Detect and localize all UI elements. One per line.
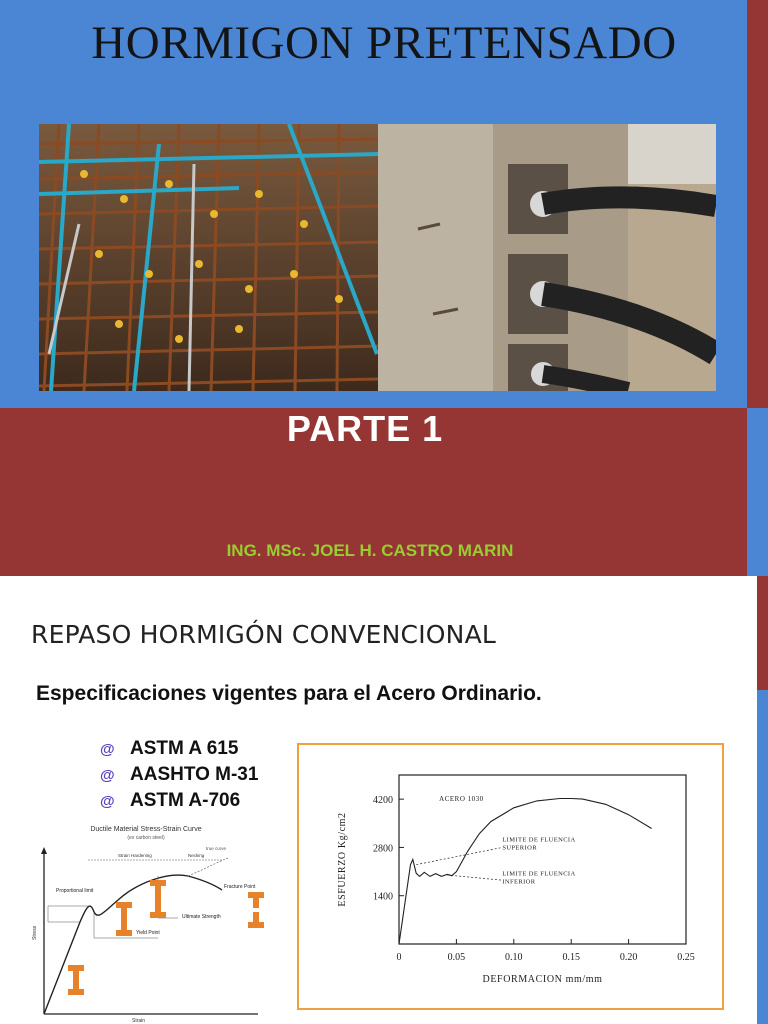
yield-point-label: Yield Point: [136, 930, 160, 936]
x-tick-label: 0.10: [505, 952, 523, 963]
x-axis-label: DEFORMACION mm/mm: [482, 974, 603, 985]
section-title: REPASO HORMIGÓN CONVENCIONAL: [31, 620, 496, 649]
y-axis-arrow-icon: [41, 847, 47, 854]
spec-text: ASTM A-706: [130, 790, 241, 811]
section-subtitle: Especificaciones vigentes para el Acero Ordinario.: [36, 682, 542, 705]
spec-list: [100, 736, 258, 814]
upper-yield-annotation: LIMITE DE FLUENCIA: [502, 836, 576, 844]
figure-subtitle: (ex carbon steel): [127, 835, 165, 841]
true-curve-label: true curve: [206, 846, 227, 851]
ductile-stress-strain-figure: [28, 820, 264, 1024]
ultimate-strength-label: Ultimate Strength: [182, 914, 221, 920]
spec-text: ASTM A 615: [130, 738, 239, 759]
upper-yield-pointer: [416, 847, 502, 864]
part-label: PARTE 1: [286, 408, 444, 449]
spec-item: [100, 762, 258, 788]
x-tick-label: 0.25: [677, 952, 695, 963]
specimen-icon: [150, 880, 166, 918]
upper-yield-annotation: SUPERIOR: [502, 844, 537, 852]
slide-title: HORMIGON PRETENSADO: [91, 17, 677, 69]
x-tick-label: 0: [396, 952, 402, 963]
lower-yield-annotation: INFERIOR: [502, 878, 536, 886]
spec-text: AASHTO M-31: [130, 764, 259, 785]
spec-item: [100, 788, 258, 814]
content-slide: [0, 576, 768, 1024]
x-tick-label: 0.05: [447, 952, 466, 963]
y-tick-label: 2800: [373, 843, 393, 855]
specimen-icon: [248, 892, 264, 928]
y-tick-label: 1400: [373, 891, 393, 903]
specimen-icons: [68, 880, 264, 995]
y-axis-label: ESFUERZO Kg/cm2: [337, 812, 348, 907]
lower-yield-pointer: [447, 875, 502, 880]
figure-title: Ductile Material Stress-Strain Curve: [90, 826, 202, 833]
proportional-limit-label: Proportional limit: [56, 888, 94, 894]
true-curve: [188, 858, 228, 876]
at-bullet-icon: @: [100, 792, 115, 810]
accent-strip: [747, 408, 768, 576]
specimen-icon: [68, 965, 84, 995]
lower-yield-annotation: LIMITE DE FLUENCIA: [502, 870, 576, 878]
at-bullet-icon: @: [100, 740, 115, 758]
spec-item: [100, 736, 258, 762]
series-annotation: ACERO 1030: [439, 794, 484, 803]
x-tick-label: 0.20: [619, 952, 638, 963]
author-name: ING. MSc. JOEL H. CASTRO MARIN: [226, 541, 514, 560]
rebar-mesh-photo: [39, 124, 379, 391]
fracture-point-label: Fracture Point: [224, 884, 256, 890]
y-axis-label: Stress: [32, 925, 38, 940]
x-tick-label: 0.15: [562, 952, 580, 963]
strain-hardening-label: Strain Hardening: [118, 853, 152, 858]
y-tick-label: 4200: [373, 795, 393, 807]
steel-stress-strain-chart: [297, 743, 724, 1010]
x-axis-label: Strain: [132, 1018, 146, 1024]
specimen-icon: [116, 902, 132, 936]
accent-strip: [757, 576, 768, 690]
tendon-anchorage-photo: [378, 124, 716, 391]
accent-strip: [757, 690, 768, 1024]
necking-label: Necking: [188, 853, 205, 858]
at-bullet-icon: @: [100, 766, 115, 784]
